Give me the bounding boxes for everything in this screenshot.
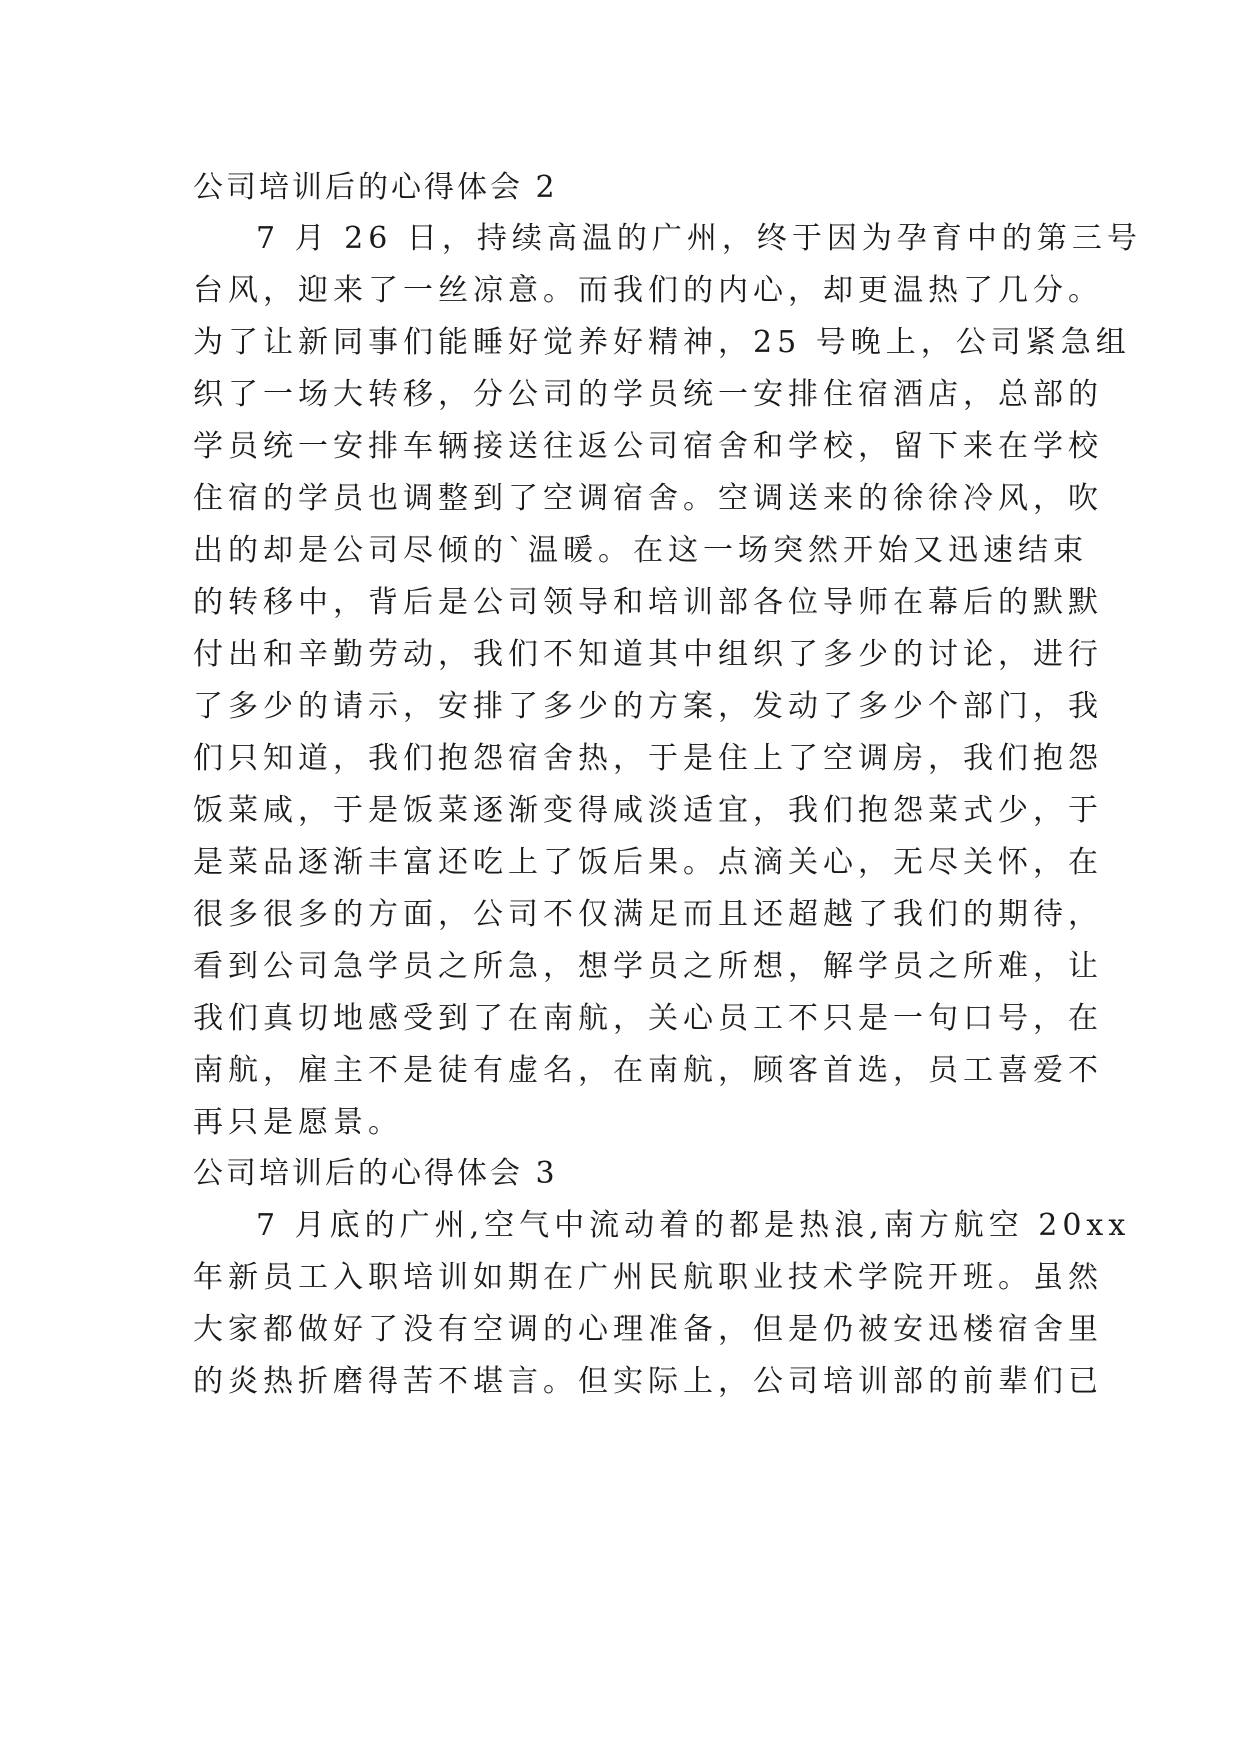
paragraph-line: 学员统一安排车辆接送往返公司宿舍和学校，留下来在学校 <box>193 429 1103 464</box>
paragraph-line: 很多很多的方面，公司不仅满足而且还超越了我们的期待， <box>193 897 1103 932</box>
paragraph-line: 付出和辛勤劳动，我们不知道其中组织了多少的讨论，进行 <box>193 637 1103 672</box>
paragraph-line: 出的却是公司尽倾的`温暖。在这一场突然开始又迅速结束 <box>193 533 1088 568</box>
paragraph-line: 看到公司急学员之所急，想学员之所想，解学员之所难，让 <box>193 949 1103 984</box>
paragraph-line: 织了一场大转移，分公司的学员统一安排住宿酒店，总部的 <box>193 377 1103 412</box>
paragraph-line: 我们真切地感受到了在南航，关心员工不只是一句口号，在 <box>193 1001 1103 1036</box>
paragraph-line: 的炎热折磨得苦不堪言。但实际上，公司培训部的前辈们已 <box>193 1364 1103 1399</box>
paragraph-line: 为了让新同事们能睡好觉养好精神，25 号晚上，公司紧急组 <box>193 325 1131 360</box>
paragraph-line: 住宿的学员也调整到了空调宿舍。空调送来的徐徐冷风，吹 <box>193 481 1103 516</box>
section-heading: 公司培训后的心得体会 3 <box>193 1156 558 1191</box>
paragraph-line: 南航，雇主不是徒有虚名，在南航，顾客首选，员工喜爱不 <box>193 1053 1103 1088</box>
section-heading: 公司培训后的心得体会 2 <box>193 170 558 205</box>
paragraph-line: 大家都做好了没有空调的心理准备，但是仍被安迅楼宿舍里 <box>193 1312 1103 1347</box>
paragraph-line: 台风，迎来了一丝凉意。而我们的内心，却更温热了几分。 <box>193 273 1103 308</box>
paragraph-line: 是菜品逐渐丰富还吃上了饭后果。点滴关心，无尽关怀，在 <box>193 845 1103 880</box>
paragraph-line: 再只是愿景。 <box>193 1105 403 1140</box>
paragraph-line: 7 月 26 日，持续高温的广州，终于因为孕育中的第三号 <box>256 221 1142 256</box>
paragraph-line: 了多少的请示，安排了多少的方案，发动了多少个部门，我 <box>193 689 1103 724</box>
paragraph-line: 7 月底的广州,空气中流动着的都是热浪,南方航空 20xx <box>256 1208 1131 1243</box>
paragraph-line: 年新员工入职培训如期在广州民航职业技术学院开班。虽然 <box>193 1260 1103 1295</box>
paragraph-line: 们只知道，我们抱怨宿舍热，于是住上了空调房，我们抱怨 <box>193 741 1103 776</box>
paragraph-line: 的转移中，背后是公司领导和培训部各位导师在幕后的默默 <box>193 585 1103 620</box>
paragraph-line: 饭菜咸，于是饭菜逐渐变得咸淡适宜，我们抱怨菜式少，于 <box>193 793 1103 828</box>
